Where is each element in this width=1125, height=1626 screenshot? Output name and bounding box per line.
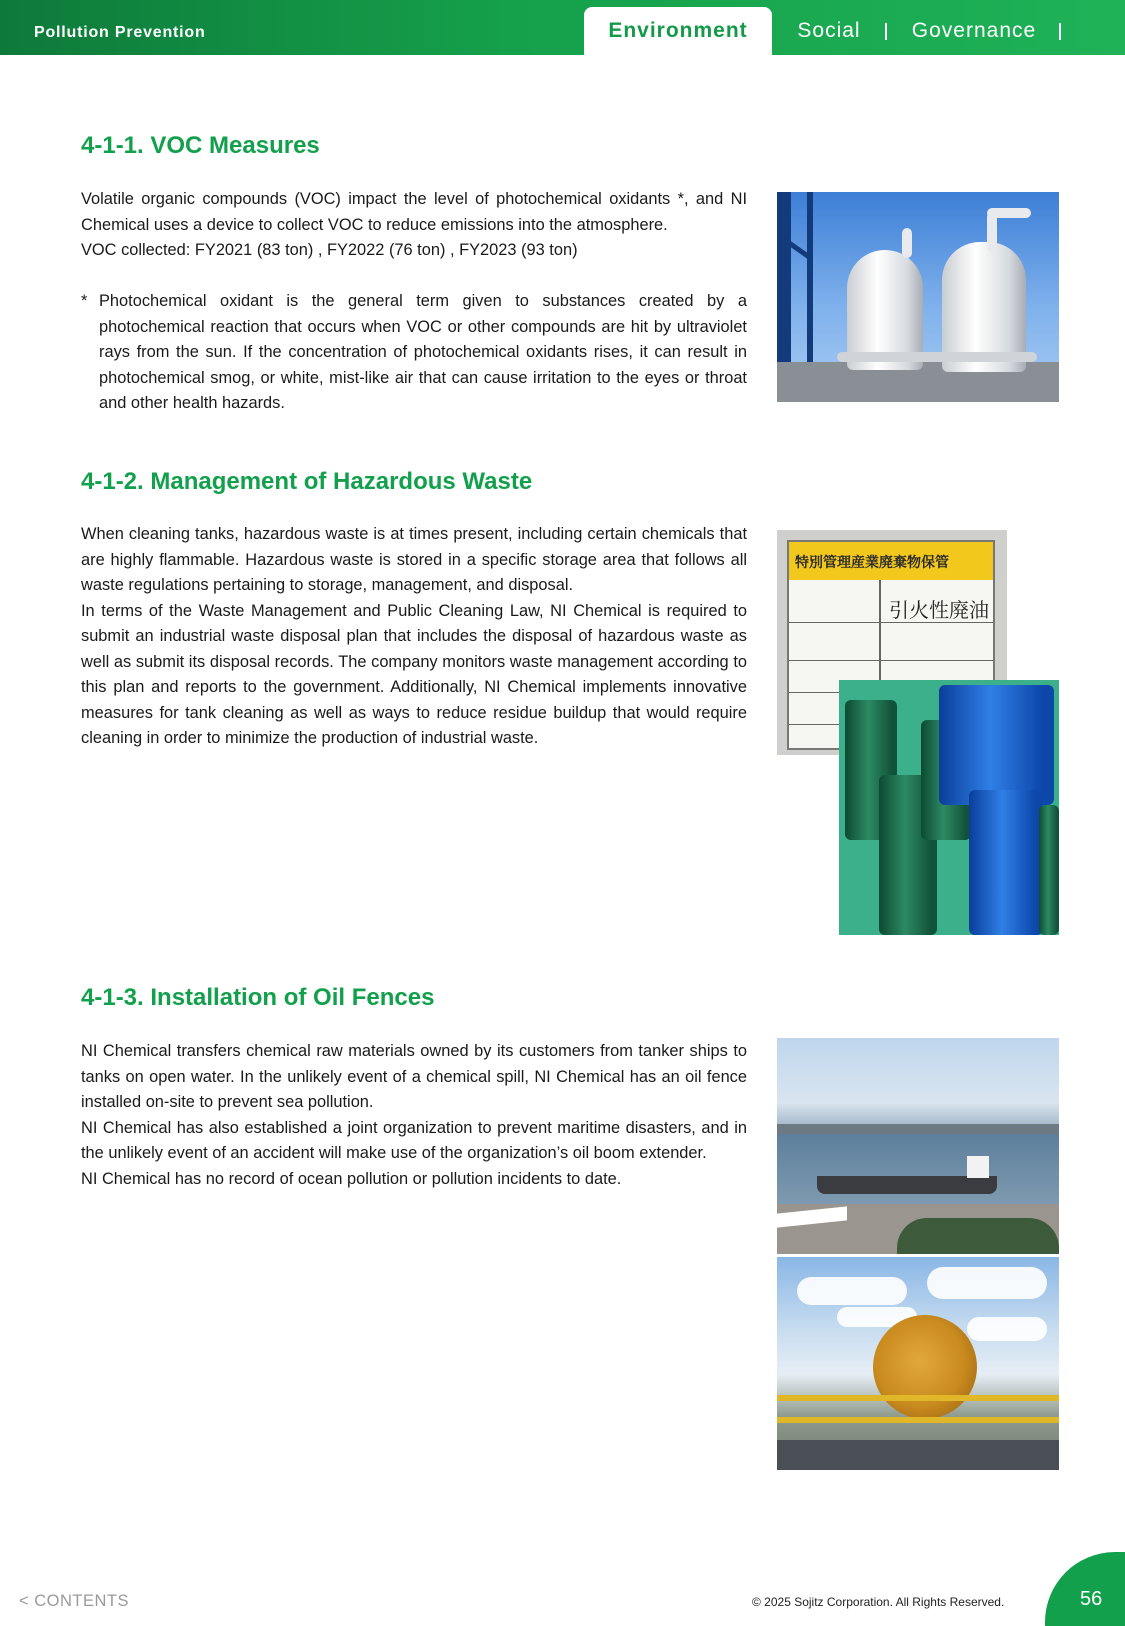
copyright-text: © 2025 Sojitz Corporation. All Rights Reserved. <box>752 1595 1005 1609</box>
top-header-bar <box>0 0 1125 55</box>
section-title: Pollution Prevention <box>34 24 206 41</box>
contents-link[interactable]: < CONTENTS <box>19 1592 129 1610</box>
sign-banner-text: 特別管理産業廃棄物保管 <box>789 542 993 580</box>
waste-body <box>81 522 747 752</box>
tab-social[interactable]: Social <box>797 19 861 42</box>
voc-footnote <box>81 289 747 417</box>
voc-collection-device-photo <box>777 192 1059 402</box>
waste-drums-photo <box>839 680 1059 935</box>
oil-paragraph-3: NI Chemical has no record of ocean pollution or pollution incidents to date. <box>81 1169 622 1188</box>
waste-paragraph-2: In terms of the Waste Management and Public Cleaning Law, NI Chemical is required to submit an industrial waste disposal plan that includes the disposal of hazardous waste as well as submit its disposal records. The company monitors waste management according to this plan and reports to the government. Additionally, NI Chemical implements innovative measures for tank cleaning as well as ways to reduce residue buildup that would require cleaning in order to minimize the production of industrial waste. <box>81 601 747 747</box>
oil-boom-reel-photo <box>777 1257 1059 1470</box>
waste-paragraph-1: When cleaning tanks, hazardous waste is at times present, including certain chemicals that are highly flammable. Hazardous waste is stored in a specific storage area that follows all waste regulations pertaining to storage, management, and disposal. <box>81 525 747 594</box>
oil-paragraph-1: NI Chemical transfers chemical raw materials owned by its customers from tanker ships to tanks on open water. In the unlikely event of a chemical spill, NI Chemical has an oil fence installed on-site to prevent sea pollution. <box>81 1042 747 1111</box>
tab-governance[interactable]: Governance <box>911 19 1037 42</box>
tab-environment[interactable]: Environment <box>584 7 772 55</box>
voc-paragraph: Volatile organic compounds (VOC) impact the level of photochemical oxidants *, and NI Chemical uses a device to collect VOC to reduce emissions into the atmosphere. <box>81 190 747 234</box>
tab-divider <box>1059 23 1061 40</box>
oil-fence-heading: 4-1-3. Installation of Oil Fences <box>81 984 435 1011</box>
footnote-mark: * <box>81 292 88 310</box>
oil-paragraph-2: NI Chemical has also established a joint organization to prevent maritime disasters, and in the unlikely event of an accident will make use of the organization’s oil boom extender. <box>81 1118 747 1162</box>
voc-heading: 4-1-1. VOC Measures <box>81 132 320 159</box>
tab-divider <box>885 23 887 40</box>
voc-collected-paragraph: VOC collected: FY2021 (83 ton) , FY2022 (76 ton) , FY2023 (93 ton) <box>81 241 578 259</box>
harbor-tanker-photo <box>777 1038 1059 1254</box>
footnote-text: Photochemical oxidant is the general term given to substances created by a photochemical reaction that occurs when VOC or other compounds are hit by ultraviolet rays from the sun. If the concentration of photochemical oxidants rises, it can result in photochemical smog, or white, mist-like air that can cause irritation to the eyes or throat and other health hazards. <box>99 292 747 412</box>
waste-heading: 4-1-2. Management of Hazardous Waste <box>81 468 533 495</box>
sign-waste-type-text: 引火性廃油 <box>889 598 989 622</box>
voc-body <box>81 187 747 264</box>
page-number: 56 <box>1080 1588 1103 1610</box>
oil-fence-body <box>81 1039 747 1192</box>
